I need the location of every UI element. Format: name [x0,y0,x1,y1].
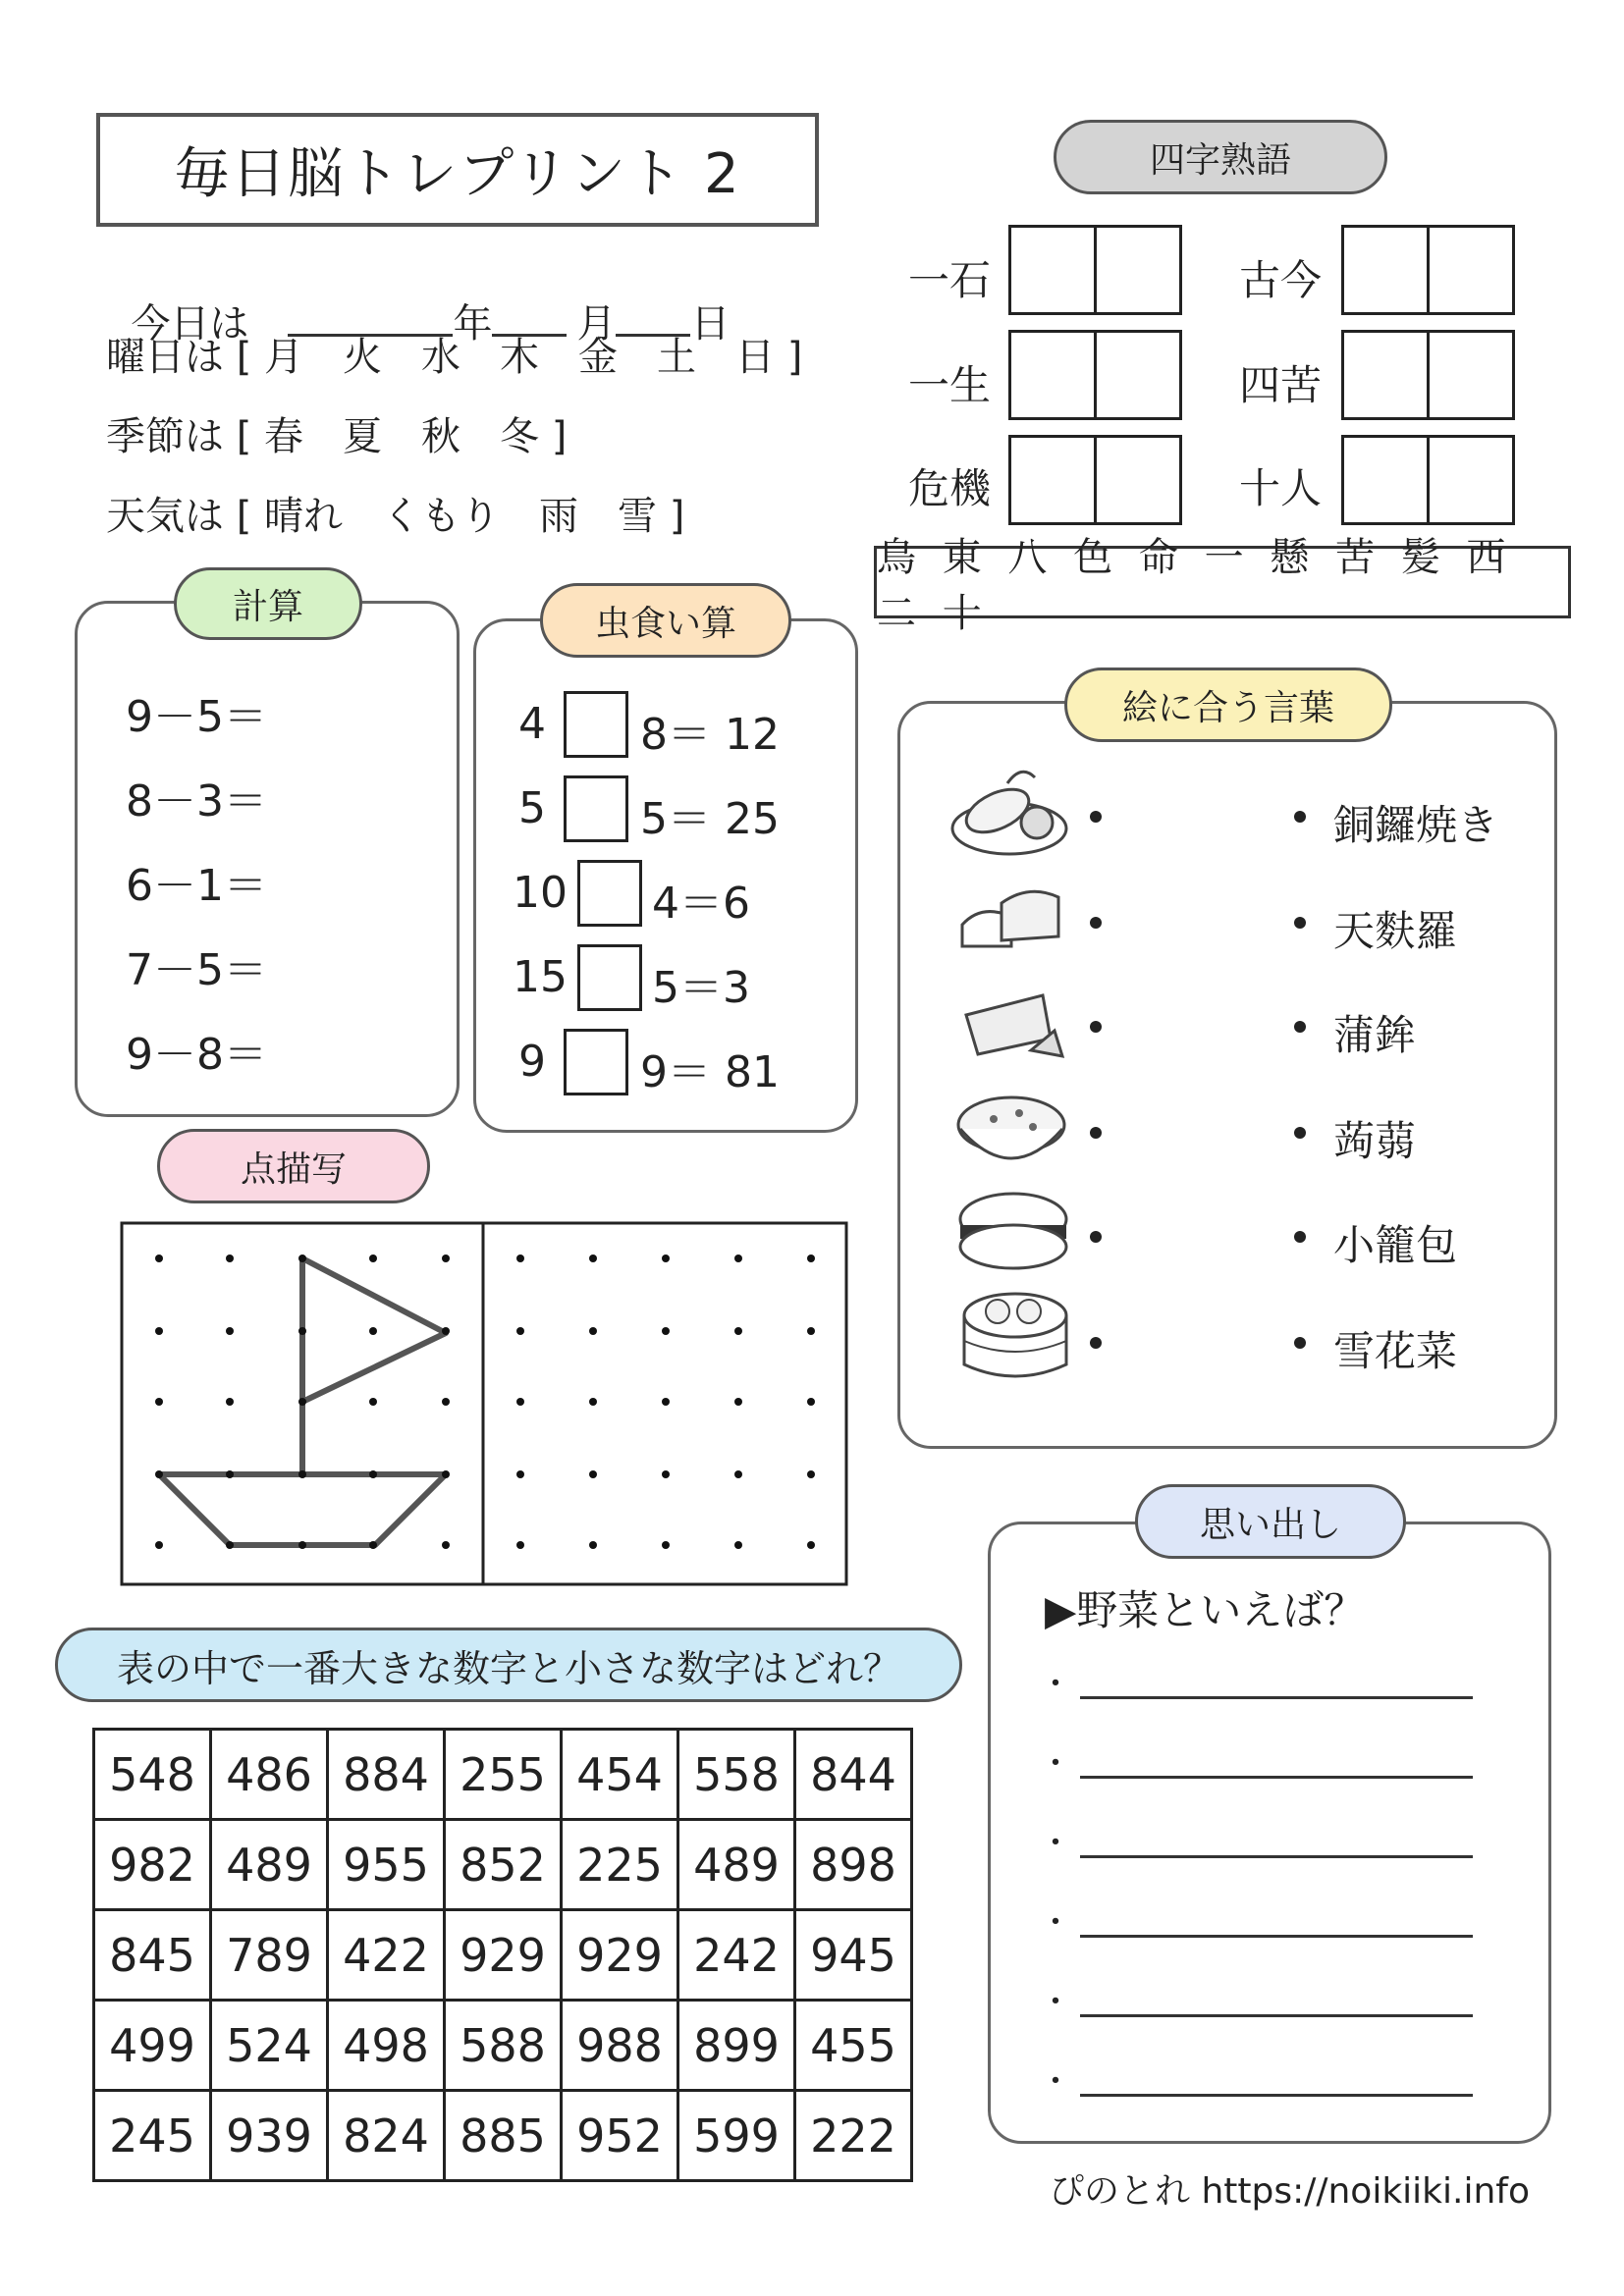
recall-answer-line[interactable] [1080,2094,1473,2097]
weather-line: 天気は [ 晴れ くもり 雨 雪 ] [106,494,685,539]
grid-dot [298,1255,306,1262]
table-row [94,1910,912,2001]
grid-dot [226,1255,234,1262]
grid-dot [589,1541,597,1549]
grid-dot [298,1398,306,1406]
grid-dot [226,1541,234,1549]
match-word: 小籠包 [1333,1221,1458,1269]
mushikui-answer-box[interactable] [577,860,642,927]
grid-dot [155,1327,163,1335]
grid-dot [734,1255,742,1262]
table-cell[interactable]: 255 [445,1730,562,1820]
table-cell[interactable]: 939 [211,2091,328,2181]
footer-credit: ぴのとれ https://noikiiki.info [1049,2171,1530,2212]
table-cell[interactable]: 455 [795,2001,912,2091]
table-cell[interactable]: 982 [94,1820,211,1910]
grid-dot [516,1255,524,1262]
dot-grid [120,1221,848,1586]
table-row [94,1820,912,1910]
grid-dot [298,1327,306,1335]
table-cell[interactable]: 222 [795,2091,912,2181]
recall-bullet: ・ [1039,1824,1072,1863]
grid-dot [662,1541,670,1549]
yoji-right-1: 古今 [1239,256,1323,304]
table-cell[interactable]: 952 [562,2091,678,2181]
mushikui-answer-box[interactable] [564,1029,628,1095]
table-cell[interactable]: 929 [445,1910,562,2001]
table-cell[interactable]: 789 [211,1910,328,2001]
number-table [92,1728,913,2182]
table-cell[interactable]: 489 [211,1820,328,1910]
match-dot-right[interactable] [1294,1337,1306,1349]
yoji-answer-box[interactable] [1008,330,1097,420]
match-dot-right[interactable] [1294,917,1306,929]
mushikui-answer-box[interactable] [577,944,642,1011]
grid-dot [369,1255,377,1262]
yoji-answer-box[interactable] [1341,225,1430,315]
recall-answer-line[interactable] [1080,2014,1473,2017]
grid-dot [662,1327,670,1335]
grid-dot [369,1470,377,1478]
grid-dot [516,1470,524,1478]
recall-bullet: ・ [1039,1903,1072,1943]
match-dot-right[interactable] [1294,1127,1306,1139]
match-word: 雪花菜 [1333,1327,1458,1375]
grid-dot [442,1255,450,1262]
recall-answer-line[interactable] [1080,1696,1473,1699]
recall-prompt: ▶野菜といえば？ [1045,1586,1366,1634]
grid-dot [589,1327,597,1335]
mushikui-heading: 虫食い算 [540,583,791,658]
match-dot-right[interactable] [1294,1021,1306,1033]
grid-dot [589,1255,597,1262]
grid-dot [442,1541,450,1549]
table-cell[interactable]: 489 [678,1820,795,1910]
grid-dot [226,1470,234,1478]
table-row [94,2001,912,2091]
grid-dot [516,1327,524,1335]
rice-bowl-icon [950,1080,1072,1174]
yoji-answer-box[interactable] [1094,330,1182,420]
calc-heading: 計算 [174,567,362,640]
table-cell[interactable]: 824 [328,2091,445,2181]
table-row [94,1730,912,1820]
mushikui-left: 5 [518,783,546,833]
match-heading: 絵に合う言葉 [1064,667,1392,742]
recall-bullet: ・ [1039,1665,1072,1704]
calc-problem: 7－5＝ [126,945,267,995]
calc-problem: 9－8＝ [126,1030,267,1080]
grid-dot [226,1327,234,1335]
yoji-right-2: 四苦 [1239,361,1323,409]
yoji-left-2: 一生 [908,361,992,409]
table-cell[interactable]: 486 [211,1730,328,1820]
table-cell[interactable]: 454 [562,1730,678,1820]
dots-heading: 点描写 [157,1129,430,1203]
yoji-choices-box [874,535,1571,636]
grid-dot [369,1398,377,1406]
mushikui-left: 15 [513,952,568,1002]
table-cell[interactable]: 845 [94,1910,211,2001]
dorayaki-icon [952,1186,1074,1280]
yoji-answer-box[interactable] [1427,225,1515,315]
recall-bullet: ・ [1039,1744,1072,1784]
match-dot-left[interactable] [1090,811,1102,823]
grid-dot [807,1541,815,1549]
match-dot-left[interactable] [1090,1231,1102,1243]
grid-dot [442,1398,450,1406]
table-cell[interactable]: 844 [795,1730,912,1820]
table-cell[interactable]: 558 [678,1730,795,1820]
table-cell[interactable]: 988 [562,2001,678,2091]
mushikui-right: 9＝ 81 [640,1047,780,1097]
mushikui-left: 10 [513,868,568,918]
grid-dot [226,1398,234,1406]
mushikui-left: 9 [518,1037,546,1087]
table-cell[interactable]: 955 [328,1820,445,1910]
grid-dot [516,1541,524,1549]
table-cell[interactable]: 945 [795,1910,912,2001]
weekday-line: 曜日は [ 月 火 水 木 金 土 日 ] [106,335,803,380]
mushikui-left: 4 [518,699,546,749]
month-label: 月 [576,301,617,347]
table-cell[interactable]: 498 [328,2001,445,2091]
mushikui-right: 8＝ 12 [640,710,780,760]
recall-answer-line[interactable] [1080,1776,1473,1779]
grid-dot [589,1470,597,1478]
grid-dot [807,1255,815,1262]
table-cell[interactable]: 929 [562,1910,678,2001]
grid-dot [155,1255,163,1262]
calc-problem: 8－3＝ [126,776,267,827]
mushikui-answer-box[interactable] [564,775,628,842]
grid-dot [734,1327,742,1335]
grid-dot [298,1470,306,1478]
table-cell[interactable]: 548 [94,1730,211,1820]
match-dot-right[interactable] [1294,811,1306,823]
steamer-icon [954,1272,1076,1390]
year-label: 年 [453,301,493,347]
grid-dot [442,1470,450,1478]
yoji-answer-box[interactable] [1094,435,1182,525]
table-cell[interactable]: 588 [445,2001,562,2091]
table-cell[interactable]: 898 [795,1820,912,1910]
table-row [94,2091,912,2181]
title-box [96,113,819,227]
table-cell[interactable]: 899 [678,2001,795,2091]
recall-heading: 思い出し [1135,1484,1406,1559]
yoji-choices: 鳥 東 八 色 命 一 懸 苦 髪 西 二 十 [877,535,1510,636]
table-heading: 表の中で一番大きな数字と小さな数字はどれ？ [55,1628,962,1702]
day-label: 日 [690,301,731,347]
table-cell[interactable]: 499 [94,2001,211,2091]
grid-dot [734,1541,742,1549]
yoji-answer-box[interactable] [1094,225,1182,315]
match-dot-left[interactable] [1090,1337,1102,1349]
yoji-answer-box[interactable] [1008,435,1097,525]
grid-dot [442,1327,450,1335]
yoji-answer-box[interactable] [1427,330,1515,420]
match-word: 銅鑼焼き [1333,801,1499,849]
season-line: 季節は [ 春 夏 秋 冬 ] [106,414,568,459]
match-word: 天麩羅 [1333,907,1458,955]
grid-dot [807,1398,815,1406]
grid-dot [734,1398,742,1406]
table-cell[interactable]: 242 [678,1910,795,2001]
grid-dot [807,1327,815,1335]
cheese-icon [952,982,1074,1070]
table-cell[interactable]: 245 [94,2091,211,2181]
table-cell[interactable]: 225 [562,1820,678,1910]
yoji-answer-box[interactable] [1427,435,1515,525]
mushikui-right: 4＝6 [652,879,750,929]
recall-bullet: ・ [1039,1983,1072,2022]
recall-answer-line[interactable] [1080,1935,1473,1938]
recall-answer-line[interactable] [1080,1855,1473,1858]
recall-bullet: ・ [1039,2062,1072,2102]
match-word: 蒟蒻 [1333,1117,1417,1165]
grid-dot [734,1470,742,1478]
yojijukugo-heading: 四字熟語 [1054,120,1387,194]
match-dot-left[interactable] [1090,1021,1102,1033]
yoji-left-1: 一石 [908,256,992,304]
tempura-plate-icon [948,754,1076,862]
date-prefix: 今日は [131,301,249,347]
yoji-answer-box[interactable] [1008,225,1097,315]
grid-dot [662,1255,670,1262]
grid-dot [155,1541,163,1549]
grid-dot [662,1398,670,1406]
match-word: 蒲鉾 [1333,1011,1417,1059]
table-cell[interactable]: 599 [678,2091,795,2181]
yoji-answer-box[interactable] [1341,435,1430,525]
calc-problem: 6－1＝ [126,861,267,911]
mushikui-right: 5＝ 25 [640,794,780,844]
grid-dot [589,1398,597,1406]
table-cell[interactable]: 852 [445,1820,562,1910]
table-cell[interactable]: 524 [211,2001,328,2091]
grid-dot [516,1398,524,1406]
yoji-left-3: 危機 [908,464,992,512]
table-cell[interactable]: 422 [328,1910,445,2001]
grid-dot [662,1470,670,1478]
page-title: 毎日脳トレプリント 2 [174,142,741,206]
table-cell[interactable]: 885 [445,2091,562,2181]
mushikui-answer-box[interactable] [564,691,628,758]
grid-dot [155,1398,163,1406]
grid-dot [155,1470,163,1478]
yoji-right-3: 十人 [1239,464,1323,512]
grid-dot [807,1470,815,1478]
calc-problem: 9－5＝ [126,692,267,742]
table-cell[interactable]: 884 [328,1730,445,1820]
match-dot-left[interactable] [1090,917,1102,929]
grid-dot [369,1541,377,1549]
grid-dot [369,1327,377,1335]
mushikui-right: 5＝3 [652,963,750,1013]
yoji-answer-box[interactable] [1341,330,1430,420]
match-dot-right[interactable] [1294,1231,1306,1243]
grid-dot [298,1541,306,1549]
match-dot-left[interactable] [1090,1127,1102,1139]
kamaboko-icon [952,878,1074,966]
